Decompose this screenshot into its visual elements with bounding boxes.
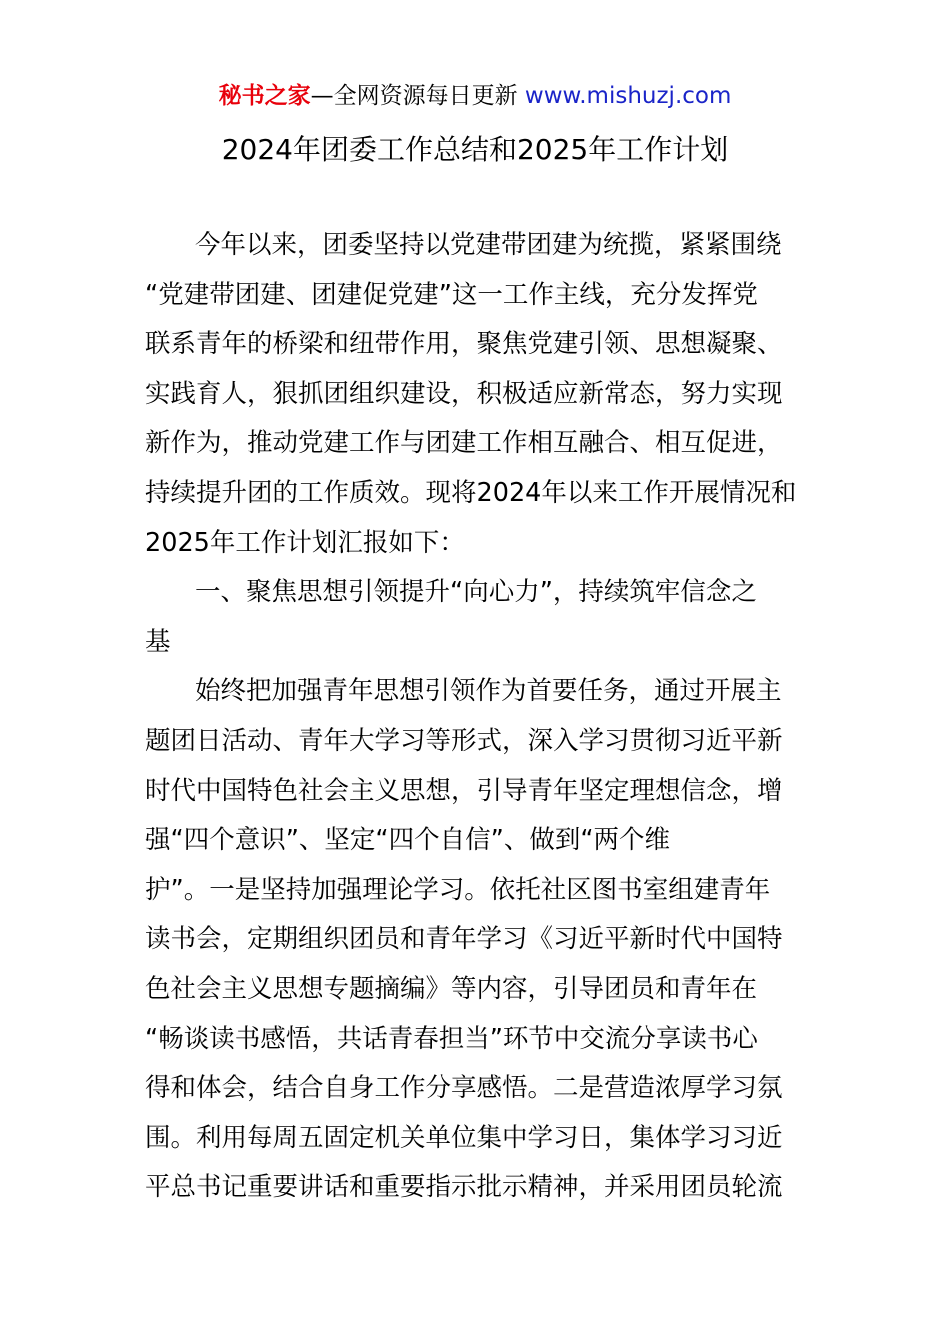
paragraph-line: 平总书记重要讲话和重要指示批示精神，并采用团员轮流 [145, 1172, 783, 1203]
paragraph-line: 强“四个意识”、坚定“四个自信”、做到“两个维 [145, 825, 671, 856]
paragraph-line: 色社会主义思想专题摘编》等内容，引导团员和青年在 [145, 973, 758, 1004]
paragraph-line: 持续提升团的工作质效。现将2024年以来工作开展情况和 [145, 477, 797, 508]
paragraph-line: 始终把加强青年思想引领作为首要任务，通过开展主 [195, 676, 782, 707]
paragraph-line: “畅谈读书感悟，共话青春担当”环节中交流分享读书心 [145, 1023, 758, 1054]
document-title: 2024年团委工作总结和2025年工作计划 [221, 133, 729, 166]
paragraph-line: 读书会，定期组织团员和青年学习《习近平新时代中国特 [145, 924, 783, 955]
paragraph-line: 时代中国特色社会主义思想，引导青年坚定理想信念，增 [145, 775, 783, 806]
document-body [145, 221, 809, 1213]
paragraph-line: 今年以来，团委坚持以党建带团建为统揽，紧紧围绕 [195, 230, 782, 260]
paragraph-line: 围。利用每周五固定机关单位集中学习日，集体学习习近 [145, 1122, 783, 1153]
paragraph-line: 实践育人，狠抓团组织建设，积极适应新常态，努力实现 [145, 378, 783, 409]
section-heading-line: 基 [145, 626, 171, 657]
header-tagline: —全网资源每日更新 [310, 83, 525, 109]
paragraph-line: 得和体会，结合自身工作分享感悟。二是营造浓厚学习氛 [145, 1073, 783, 1104]
section-heading-line: 一、聚焦思想引领提升“向心力”，持续筑牢信念之 [195, 577, 757, 608]
paragraph-line: “党建带团建、团建促党建”这一工作主线，充分发挥党 [145, 279, 758, 310]
paragraph-line: 题团日活动、青年大学习等形式，深入学习贯彻习近平新 [145, 725, 783, 756]
paragraph-line: 2025年工作计划汇报如下： [145, 527, 465, 558]
brand-name: 秘书之家 [218, 83, 311, 109]
paragraph-line: 联系青年的桥梁和纽带作用，聚焦党建引领、思想凝聚、 [145, 329, 783, 360]
paragraph-line: 新作为，推动党建工作与团建工作相互融合、相互促进， [145, 428, 783, 459]
paragraph-line: 护”。一是坚持加强理论学习。依托社区图书室组建青年 [145, 874, 771, 905]
site-header [0, 80, 950, 112]
site-url-link[interactable]: www.mishuzj.com [524, 83, 732, 109]
